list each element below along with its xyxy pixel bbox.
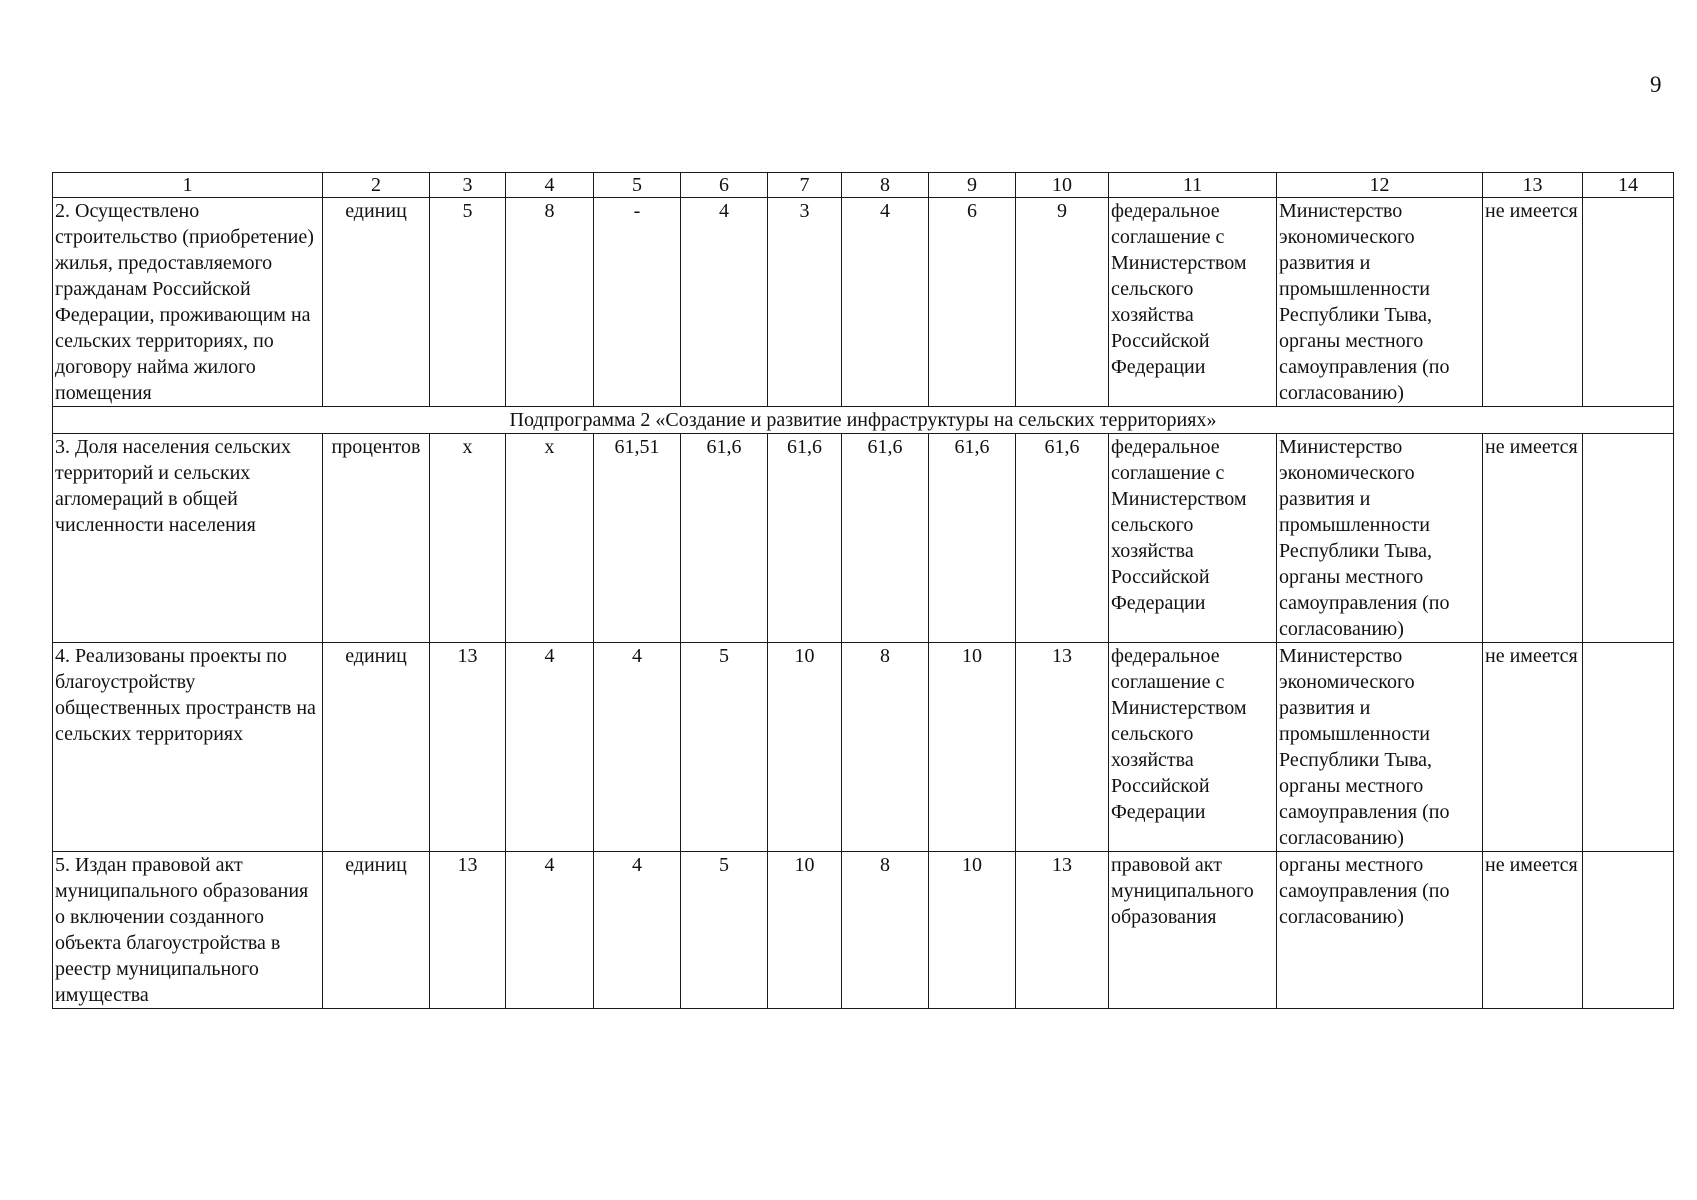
value-cell: 5 — [430, 198, 506, 407]
value-cell: 10 — [768, 643, 842, 852]
empty-cell — [1583, 198, 1674, 407]
table-row — [53, 434, 1674, 643]
responsible-cell: Министерство экономического развития и промышленности Республики Тыва, органы местного самоуправления (по согласованию) — [1277, 643, 1483, 852]
value-cell: 61,6 — [929, 434, 1016, 643]
indicators-table — [52, 172, 1674, 1009]
column-header: 7 — [768, 173, 842, 198]
value-cell: 61,51 — [594, 434, 681, 643]
column-header: 10 — [1016, 173, 1109, 198]
value-cell: х — [430, 434, 506, 643]
empty-cell — [1583, 434, 1674, 643]
value-cell: 61,6 — [681, 434, 768, 643]
page-number: 9 — [1650, 72, 1662, 97]
value-cell: 4 — [506, 643, 594, 852]
value-cell: 61,6 — [768, 434, 842, 643]
empty-cell — [1583, 852, 1674, 1009]
value-cell: 13 — [430, 643, 506, 852]
value-cell: х — [506, 434, 594, 643]
value-cell: 61,6 — [842, 434, 929, 643]
source-cell: федеральное соглашение с Министерством сельского хозяйства Российской Федерации — [1109, 643, 1277, 852]
table-row — [53, 852, 1674, 1009]
value-cell: 3 — [768, 198, 842, 407]
indicator-name: 3. Доля населения сельских территорий и сельских агломераций в общей численности населения — [53, 434, 323, 643]
unit-cell: единиц — [323, 198, 430, 407]
value-cell: 8 — [842, 852, 929, 1009]
source-cell: федеральное соглашение с Министерством сельского хозяйства Российской Федерации — [1109, 198, 1277, 407]
section-row — [53, 407, 1674, 434]
source-cell: правовой акт муниципального образования — [1109, 852, 1277, 1009]
column-header: 2 — [323, 173, 430, 198]
note-cell: не имеется — [1483, 198, 1583, 407]
value-cell: 61,6 — [1016, 434, 1109, 643]
value-cell: 10 — [929, 643, 1016, 852]
note-cell: не имеется — [1483, 643, 1583, 852]
column-number-row — [53, 173, 1674, 198]
column-header: 11 — [1109, 173, 1277, 198]
note-cell: не имеется — [1483, 434, 1583, 643]
column-header: 3 — [430, 173, 506, 198]
responsible-cell: Министерство экономического развития и промышленности Республики Тыва, органы местного самоуправления (по согласованию) — [1277, 434, 1483, 643]
value-cell: 6 — [929, 198, 1016, 407]
value-cell: - — [594, 198, 681, 407]
responsible-cell: органы местного самоуправления (по согласованию) — [1277, 852, 1483, 1009]
column-header: 4 — [506, 173, 594, 198]
indicator-name: 2. Осуществлено строительство (приобретение) жилья, предоставляемого гражданам Российской Федерации, проживающим на сельских территориях, по договору найма жилого помещения — [53, 198, 323, 407]
value-cell: 9 — [1016, 198, 1109, 407]
column-header: 12 — [1277, 173, 1483, 198]
value-cell: 5 — [681, 852, 768, 1009]
value-cell: 8 — [842, 643, 929, 852]
responsible-cell: Министерство экономического развития и промышленности Республики Тыва, органы местного самоуправления (по согласованию) — [1277, 198, 1483, 407]
indicator-name: 4. Реализованы проекты по благоустройству общественных пространств на сельских территориях — [53, 643, 323, 852]
table-row — [53, 198, 1674, 407]
note-cell: не имеется — [1483, 852, 1583, 1009]
unit-cell: единиц — [323, 643, 430, 852]
value-cell: 4 — [681, 198, 768, 407]
value-cell: 8 — [506, 198, 594, 407]
value-cell: 13 — [1016, 643, 1109, 852]
indicator-name: 5. Издан правовой акт муниципального образования о включении созданного объекта благоустройства в реестр муниципального имущества — [53, 852, 323, 1009]
value-cell: 13 — [1016, 852, 1109, 1009]
value-cell: 4 — [594, 852, 681, 1009]
column-header: 8 — [842, 173, 929, 198]
column-header: 9 — [929, 173, 1016, 198]
section-heading: Подпрограмма 2 «Создание и развитие инфраструктуры на сельских территориях» — [53, 407, 1674, 434]
value-cell: 10 — [768, 852, 842, 1009]
unit-cell: единиц — [323, 852, 430, 1009]
column-header: 5 — [594, 173, 681, 198]
value-cell: 4 — [842, 198, 929, 407]
column-header: 13 — [1483, 173, 1583, 198]
value-cell: 4 — [506, 852, 594, 1009]
value-cell: 10 — [929, 852, 1016, 1009]
value-cell: 13 — [430, 852, 506, 1009]
unit-cell: процентов — [323, 434, 430, 643]
value-cell: 5 — [681, 643, 768, 852]
table-row — [53, 643, 1674, 852]
column-header: 14 — [1583, 173, 1674, 198]
column-header: 6 — [681, 173, 768, 198]
source-cell: федеральное соглашение с Министерством сельского хозяйства Российской Федерации — [1109, 434, 1277, 643]
value-cell: 4 — [594, 643, 681, 852]
column-header: 1 — [53, 173, 323, 198]
empty-cell — [1583, 643, 1674, 852]
